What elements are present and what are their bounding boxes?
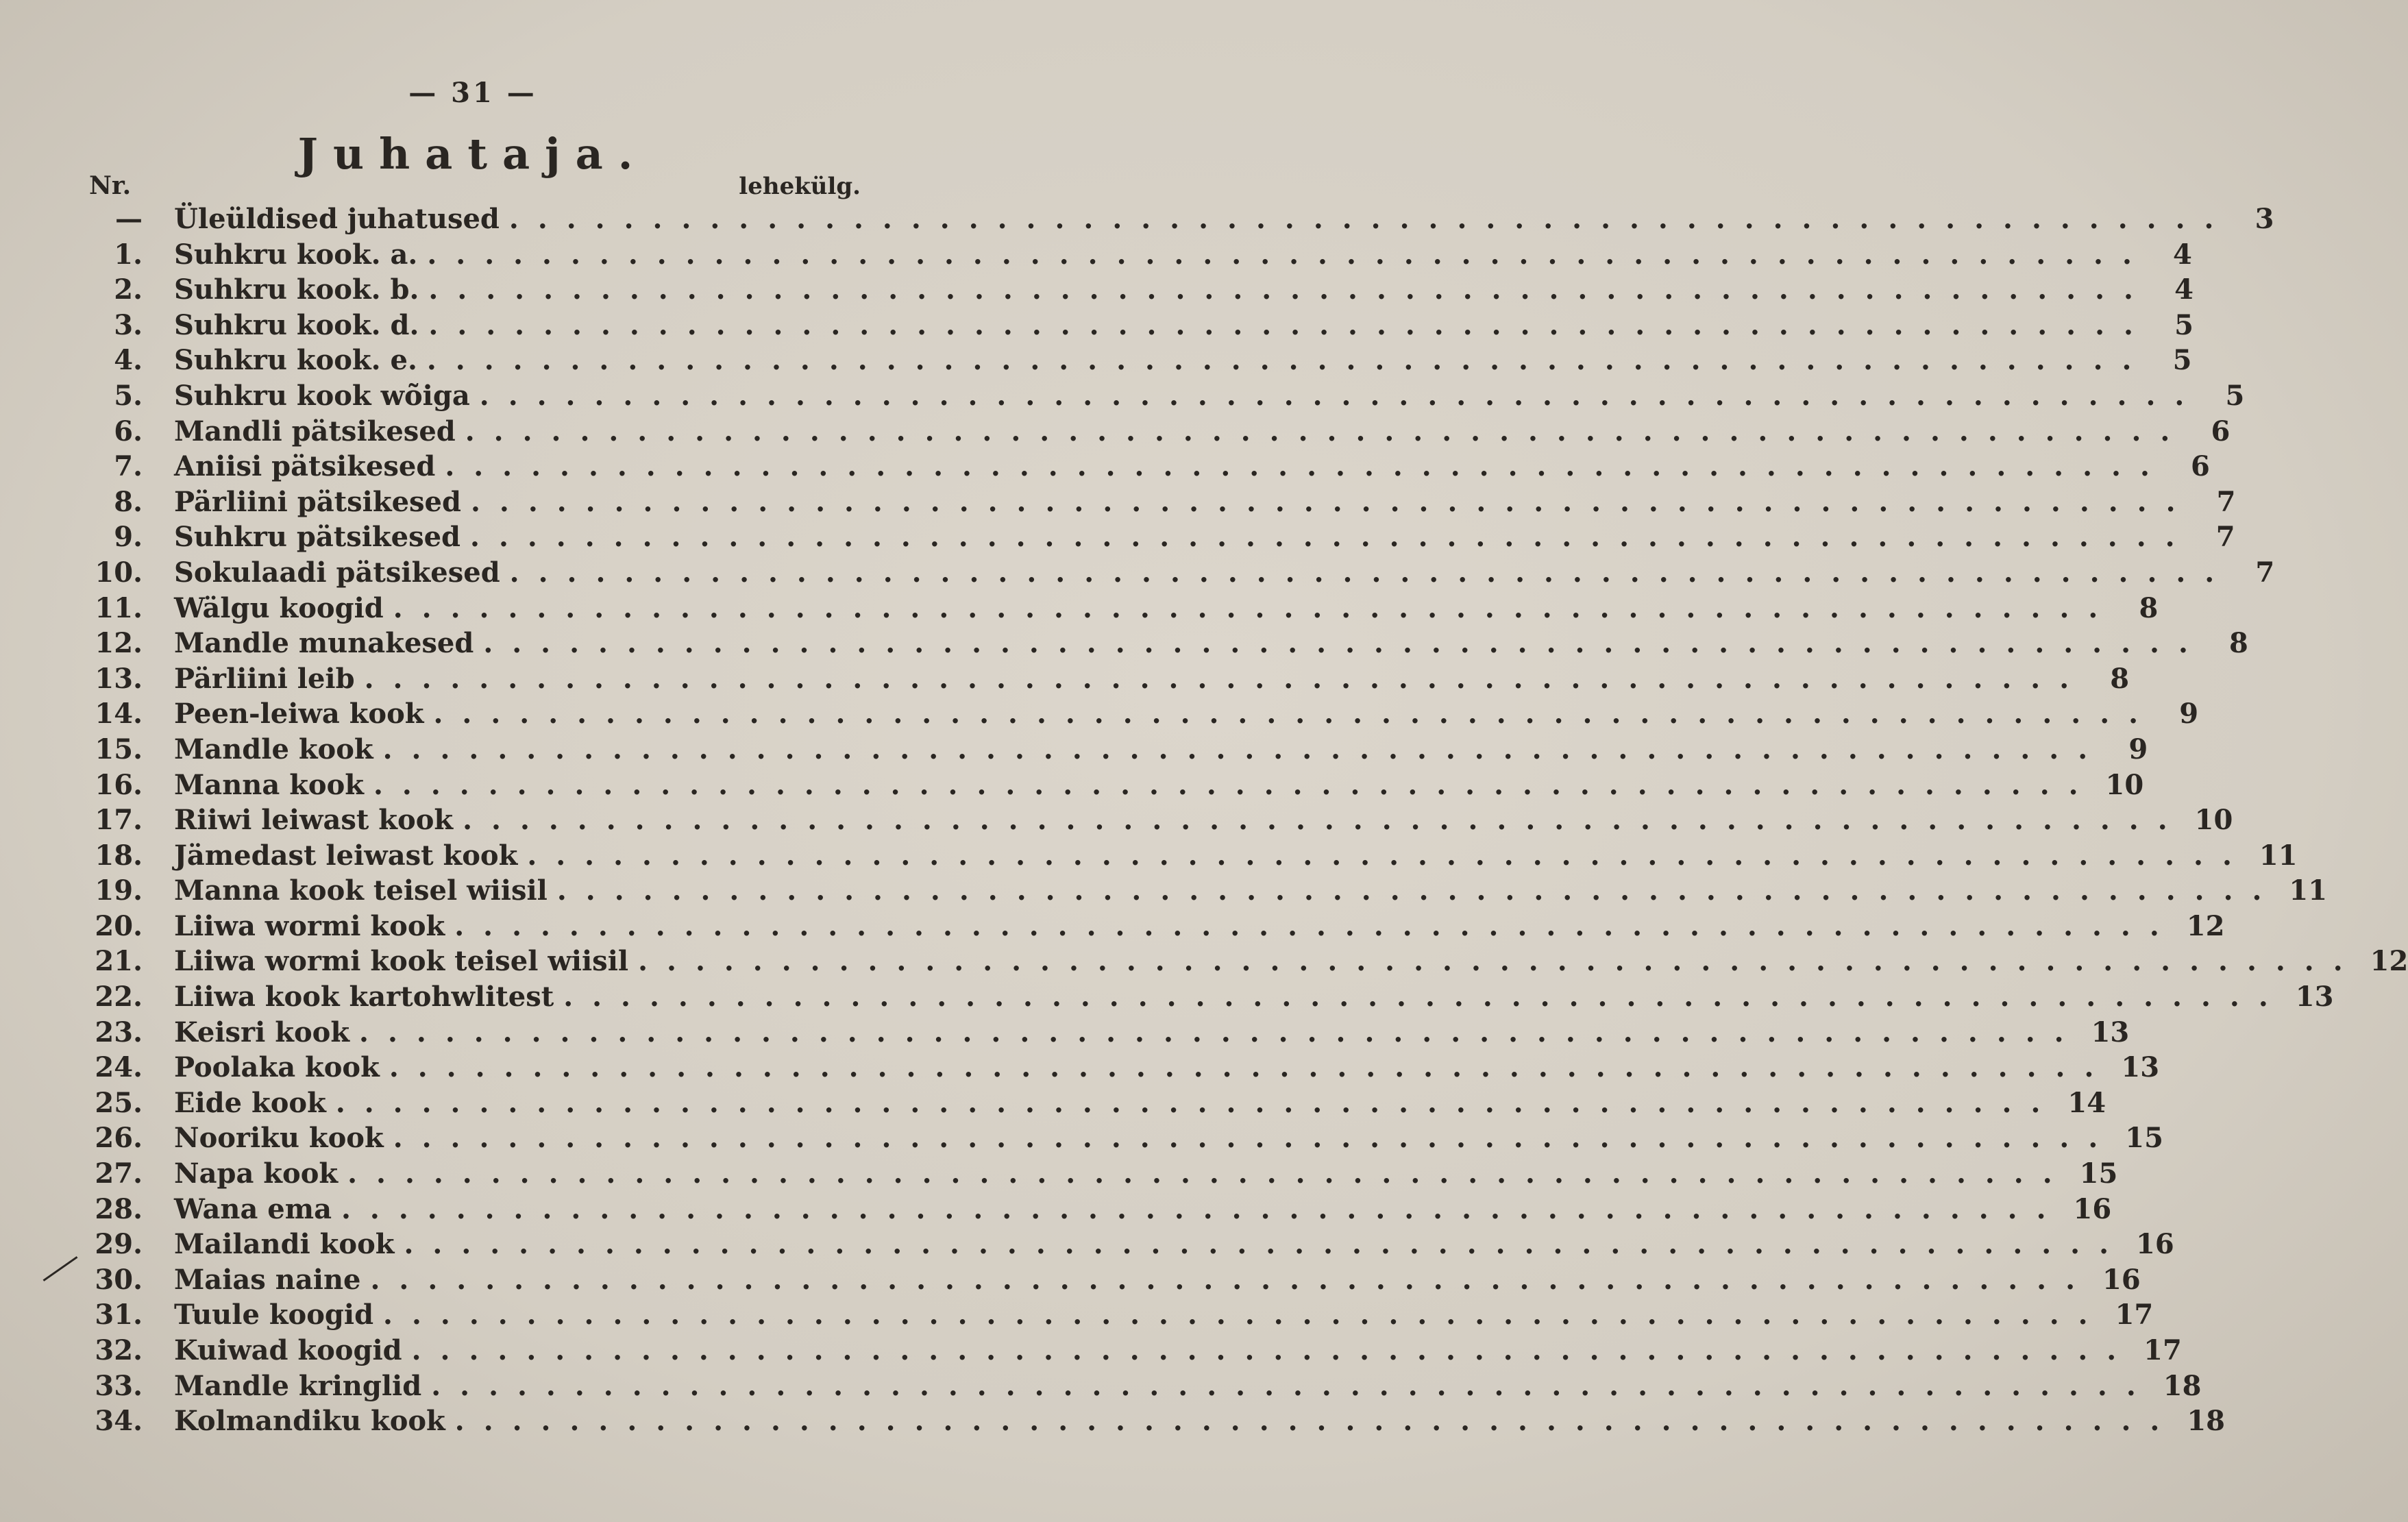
entry-number: 18. <box>95 839 143 872</box>
toc-entry <box>82 556 2275 592</box>
dot-leader: ............................................................ <box>373 768 2098 801</box>
entry-page: 9 <box>2128 733 2148 765</box>
entry-title: Suhkru kook. b. <box>174 273 419 306</box>
entry-number: 7. <box>114 450 143 483</box>
entry-title: Napa kook <box>174 1157 339 1190</box>
toc-entry <box>82 1299 2154 1334</box>
dot-leader: ............................................................ <box>483 627 2207 660</box>
entry-page: 5 <box>2172 344 2192 377</box>
entry-page: 6 <box>2211 415 2231 447</box>
toc-entry <box>82 1016 2130 1052</box>
entry-title: Pärliini pätsikesed <box>174 485 461 518</box>
dot-leader: ............................................................ <box>431 1369 2155 1402</box>
dot-leader: ............................................................ <box>427 238 2151 271</box>
toc-entry <box>82 203 2274 238</box>
entry-page: 7 <box>2215 521 2235 554</box>
entry-title: Riiwi leiwast kook <box>174 804 454 837</box>
entry-title: Manna kook teisel wiisil <box>174 874 548 907</box>
dot-leader: ............................................................ <box>364 662 2089 695</box>
dot-leader: ............................................................ <box>433 698 2158 731</box>
toc-entry <box>82 1086 2106 1122</box>
entry-number: 19. <box>95 874 143 907</box>
entry-page: 15 <box>2125 1122 2163 1155</box>
toc-entry <box>82 485 2236 521</box>
entry-page: 16 <box>2136 1228 2174 1261</box>
entry-page: 8 <box>2139 591 2159 624</box>
entry-title: Liiwa wormi kook <box>174 909 445 942</box>
entry-number: 11. <box>95 591 143 624</box>
toc-entry <box>82 945 2408 981</box>
entry-title: Mandle kook <box>174 733 373 765</box>
entry-title: Jämedast leiwast kook <box>174 839 518 872</box>
entry-page: 3 <box>2255 203 2274 235</box>
entry-page: 14 <box>2067 1086 2106 1119</box>
entry-number: 30. <box>95 1263 143 1296</box>
toc-entry <box>82 1334 2182 1370</box>
dot-leader: ............................................................ <box>428 273 2152 306</box>
entry-page: 12 <box>2370 945 2408 978</box>
toc-entry <box>82 1192 2112 1229</box>
entry-page: 5 <box>2174 308 2194 341</box>
entry-title: Aniisi pätsikesed <box>174 450 436 483</box>
dot-leader: ............................................................ <box>465 415 2189 447</box>
toc-entry <box>82 909 2225 946</box>
entry-page: 9 <box>2179 698 2199 731</box>
dot-leader: ............................................................ <box>445 450 2169 483</box>
toc-entry <box>82 1369 2202 1406</box>
dot-leader: ............................................................ <box>359 1016 2083 1048</box>
column-header-page: lehekülg. <box>739 173 861 200</box>
entry-number: 29. <box>95 1228 143 1261</box>
entry-number: 21. <box>95 945 143 978</box>
page-number: — 31 — <box>408 77 537 109</box>
entry-number: 31. <box>95 1299 143 1331</box>
page-title: Juhataja. <box>297 129 648 179</box>
toc-entry <box>82 1228 2174 1264</box>
entry-title: Kolmandiku kook <box>174 1405 445 1438</box>
toc-entry <box>82 238 2192 274</box>
entry-page: 4 <box>2174 273 2194 306</box>
entry-number: 16. <box>95 768 143 801</box>
entry-title: Mailandi kook <box>174 1228 395 1261</box>
entry-page: 10 <box>2194 804 2233 837</box>
entry-title: Liiwa kook kartohwlitest <box>174 981 554 1014</box>
entry-page: 10 <box>2105 768 2144 801</box>
dot-leader: ............................................................ <box>347 1157 2072 1190</box>
toc-entry <box>82 874 2328 910</box>
toc-entry <box>82 1122 2163 1157</box>
entry-page: 18 <box>2163 1369 2202 1402</box>
column-header-number: Nr. <box>89 171 132 200</box>
dot-leader: ............................................................ <box>454 1405 2179 1438</box>
entry-number: 6. <box>114 415 143 447</box>
toc-entry <box>82 839 2298 875</box>
entry-title: Eide kook <box>174 1086 326 1119</box>
entry-number: 12. <box>95 627 143 660</box>
toc-entry <box>82 450 2210 486</box>
entry-title: Mandle munakesed <box>174 627 474 660</box>
toc-entry <box>82 379 2245 415</box>
entry-page: 13 <box>2295 981 2334 1014</box>
entry-title: Mandle kringlid <box>174 1369 422 1402</box>
dot-leader: ............................................................ <box>527 839 2251 872</box>
entry-page: 16 <box>2102 1263 2141 1296</box>
entry-page: 7 <box>2255 556 2275 589</box>
entry-page: 8 <box>2110 662 2130 695</box>
dot-leader: ............................................................ <box>404 1228 2128 1261</box>
toc-entry <box>82 981 2334 1016</box>
entry-number: 8. <box>114 485 143 518</box>
entry-title: Tuule koogid <box>174 1299 374 1331</box>
entry-title: Suhkru kook. a. <box>174 238 418 271</box>
entry-number: 5. <box>114 379 143 412</box>
entry-number: 22. <box>95 981 143 1014</box>
toc-entry <box>82 1405 2225 1440</box>
entry-number: 15. <box>95 733 143 765</box>
entry-title: Pärliini leib <box>174 662 355 695</box>
pencil-mark <box>43 1256 78 1281</box>
dot-leader: ............................................................ <box>411 1334 2136 1366</box>
dot-leader: ............................................................ <box>470 485 2195 518</box>
toc-entry <box>82 1051 2160 1087</box>
toc-entry <box>82 733 2148 769</box>
toc-entry <box>82 768 2144 805</box>
dot-leader: ............................................................ <box>454 909 2178 942</box>
dot-leader: ............................................................ <box>382 733 2107 765</box>
entry-title: Manna kook <box>174 768 364 801</box>
entry-page: 7 <box>2216 485 2236 518</box>
dot-leader: ............................................................ <box>393 591 2117 624</box>
dot-leader: ............................................................ <box>638 945 2362 978</box>
entry-page: 13 <box>2121 1051 2160 1084</box>
entry-title: Üleüldised juhatused <box>174 203 500 235</box>
entry-title: Kuiwad koogid <box>174 1334 402 1366</box>
entry-page: 5 <box>2225 379 2245 412</box>
dot-leader: ............................................................ <box>556 874 2281 907</box>
entry-title: Suhkru kook wõiga <box>174 379 470 412</box>
dot-leader: ............................................................ <box>428 308 2152 341</box>
dot-leader: ............................................................ <box>508 203 2233 235</box>
dot-leader: ............................................................ <box>389 1051 2113 1084</box>
entry-page: 18 <box>2187 1405 2225 1438</box>
entry-number: 28. <box>95 1192 143 1225</box>
entry-number: 34. <box>95 1405 143 1438</box>
dot-leader: ............................................................ <box>463 804 2187 837</box>
dot-leader: ............................................................ <box>470 521 2194 554</box>
toc-entry <box>82 521 2235 556</box>
toc-entry <box>82 627 2248 663</box>
dot-leader: ............................................................ <box>370 1263 2095 1296</box>
entry-number: 25. <box>95 1086 143 1119</box>
entry-title: Maias naine <box>174 1263 361 1296</box>
toc-entry <box>82 804 2233 839</box>
entry-number: 10. <box>95 556 143 589</box>
entry-number: 26. <box>95 1122 143 1155</box>
entry-page: 11 <box>2259 839 2298 872</box>
entry-title: Suhkru pätsikesed <box>174 521 461 554</box>
toc-entry <box>82 591 2159 628</box>
entry-page: 8 <box>2229 627 2248 660</box>
entry-title: Sokulaadi pätsikesed <box>174 556 500 589</box>
entry-number: 17. <box>95 804 143 837</box>
toc-entry <box>82 344 2192 380</box>
entry-number: 23. <box>95 1016 143 1048</box>
entry-title: Nooriku kook <box>174 1122 384 1155</box>
entry-number: 20. <box>95 909 143 942</box>
dot-leader: ............................................................ <box>341 1192 2065 1225</box>
entry-page: 17 <box>2143 1334 2182 1366</box>
entry-title: Wana ema <box>174 1192 332 1225</box>
entry-title: Suhkru kook. e. <box>174 344 417 377</box>
entry-title: Mandli pätsikesed <box>174 415 456 447</box>
entry-title: Wälgu koogid <box>174 591 384 624</box>
entry-page: 4 <box>2173 238 2192 271</box>
entry-number: 32. <box>95 1334 143 1366</box>
toc-entry <box>82 1157 2118 1193</box>
dot-leader: ............................................................ <box>563 981 2287 1014</box>
entry-page: 15 <box>2079 1157 2118 1190</box>
entry-title: Suhkru kook. d. <box>174 308 419 341</box>
entry-number: 1. <box>114 238 143 271</box>
toc-entry <box>82 415 2231 451</box>
entry-page: 16 <box>2073 1192 2112 1225</box>
dot-leader: ............................................................ <box>509 556 2234 589</box>
entry-number: 13. <box>95 662 143 695</box>
entry-title: Keisri kook <box>174 1016 350 1048</box>
toc-entry <box>82 1263 2141 1299</box>
dot-leader: ............................................................ <box>479 379 2204 412</box>
entry-page: 11 <box>2289 874 2328 907</box>
toc-entry <box>82 662 2130 698</box>
toc-entry <box>82 698 2199 733</box>
dot-leader: ............................................................ <box>393 1122 2117 1155</box>
entry-number: 14. <box>95 698 143 731</box>
entry-title: Poolaka kook <box>174 1051 380 1084</box>
entry-title: Peen-leiwa kook <box>174 698 424 731</box>
entry-number: 24. <box>95 1051 143 1084</box>
toc-entry <box>82 273 2194 309</box>
table-of-contents <box>82 203 2408 1440</box>
entry-number: 33. <box>95 1369 143 1402</box>
dot-leader: ............................................................ <box>426 344 2151 377</box>
entry-number: 4. <box>114 344 143 377</box>
entry-number: 9. <box>114 521 143 554</box>
toc-entry <box>82 308 2194 345</box>
entry-number: 2. <box>114 273 143 306</box>
entry-page: 17 <box>2115 1299 2154 1331</box>
entry-page: 6 <box>2191 450 2210 483</box>
dot-leader: ............................................................ <box>383 1299 2107 1331</box>
dot-leader: ............................................................ <box>335 1086 2060 1119</box>
entry-number: 3. <box>114 308 143 341</box>
entry-page: 12 <box>2186 909 2225 942</box>
entry-page: 13 <box>2091 1016 2130 1048</box>
entry-title: Liiwa wormi kook teisel wiisil <box>174 945 629 978</box>
entry-number: — <box>115 203 143 235</box>
entry-number: 27. <box>95 1157 143 1190</box>
